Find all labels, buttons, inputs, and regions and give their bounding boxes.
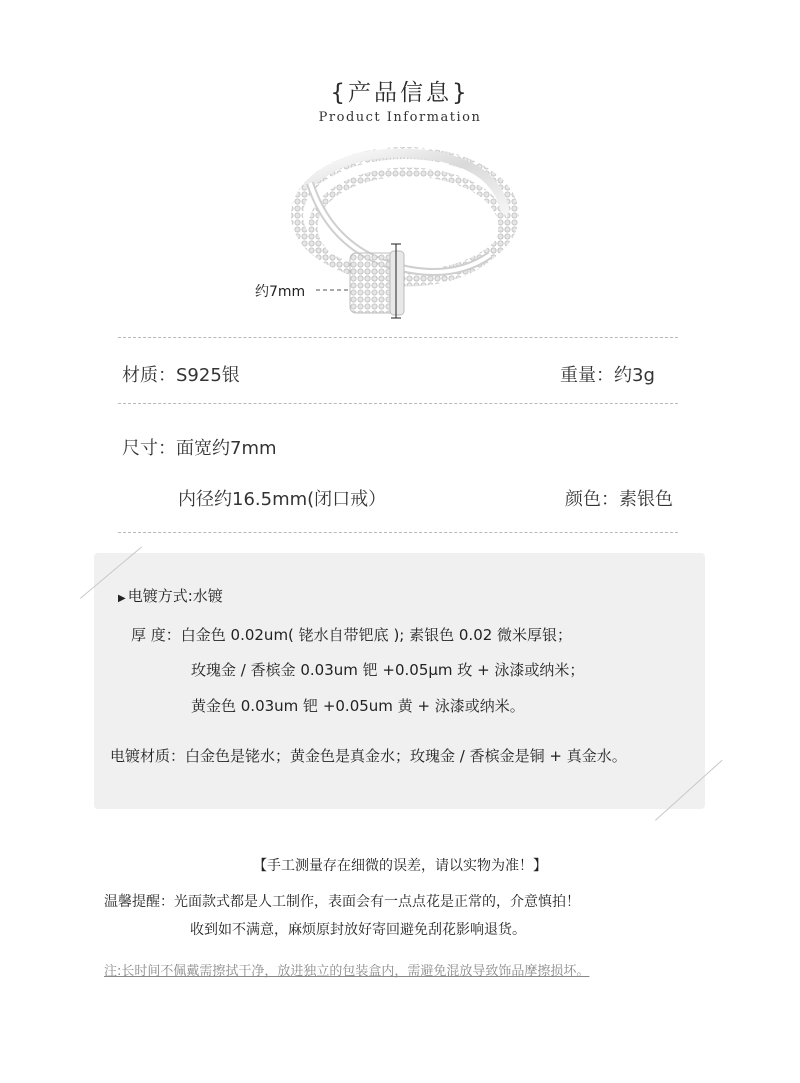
spec-material: 材质：S925银 (122, 365, 240, 386)
plating-materials: 电镀材质：白金色是铑水；黄金色是真金水；玫瑰金 / 香槟金是铜 + 真金水。 (110, 747, 627, 765)
ring-image (280, 135, 530, 330)
divider (118, 337, 678, 338)
divider (118, 532, 678, 533)
plating-thickness-1: 厚 度：白金色 0.02um( 铑水自带钯底 ); 素银色 0.02 微米厚银； (131, 626, 573, 644)
spec-inner-diameter: 内径约16.5mm(闭口戒） (178, 489, 387, 510)
spec-color: 颜色：素银色 (565, 489, 673, 510)
plating-method (118, 585, 223, 606)
spec-weight: 重量：约3g (560, 365, 655, 386)
triangle-bullet-icon: ▶ (118, 593, 126, 604)
spec-size: 尺寸：面宽约7mm (122, 438, 277, 459)
plating-thickness-2: 玫瑰金 / 香槟金 0.03um 钯 +0.05μm 玫 + 泳漆或纳米； (191, 661, 585, 679)
divider (118, 403, 678, 404)
page-subtitle: Product Information (318, 110, 482, 125)
notice-tip-2: 收到如不满意，麻烦原封放好寄回避免刮花影响退货。 (190, 922, 526, 938)
notice-tip-1: 温馨提醒：光面款式都是人工制作，表面会有一点点花是正常的，介意慎拍！ (104, 894, 580, 910)
notice-headline: 【手工测量存在细微的误差，请以实物为准！】 (253, 858, 547, 874)
page-title: {产品信息} (330, 80, 470, 106)
plating-thickness-3: 黄金色 0.03um 钯 +0.05um 黄 + 泳漆或纳米。 (191, 697, 525, 715)
care-footnote: 注:长时间不佩戴需擦拭干净，放进独立的包装盒内，需避免混放导致饰品摩擦损坏。 (104, 964, 590, 979)
plating-method-label: 电镀方式:水镀 (127, 587, 223, 605)
width-dimension-label: 约7mm (255, 284, 306, 300)
